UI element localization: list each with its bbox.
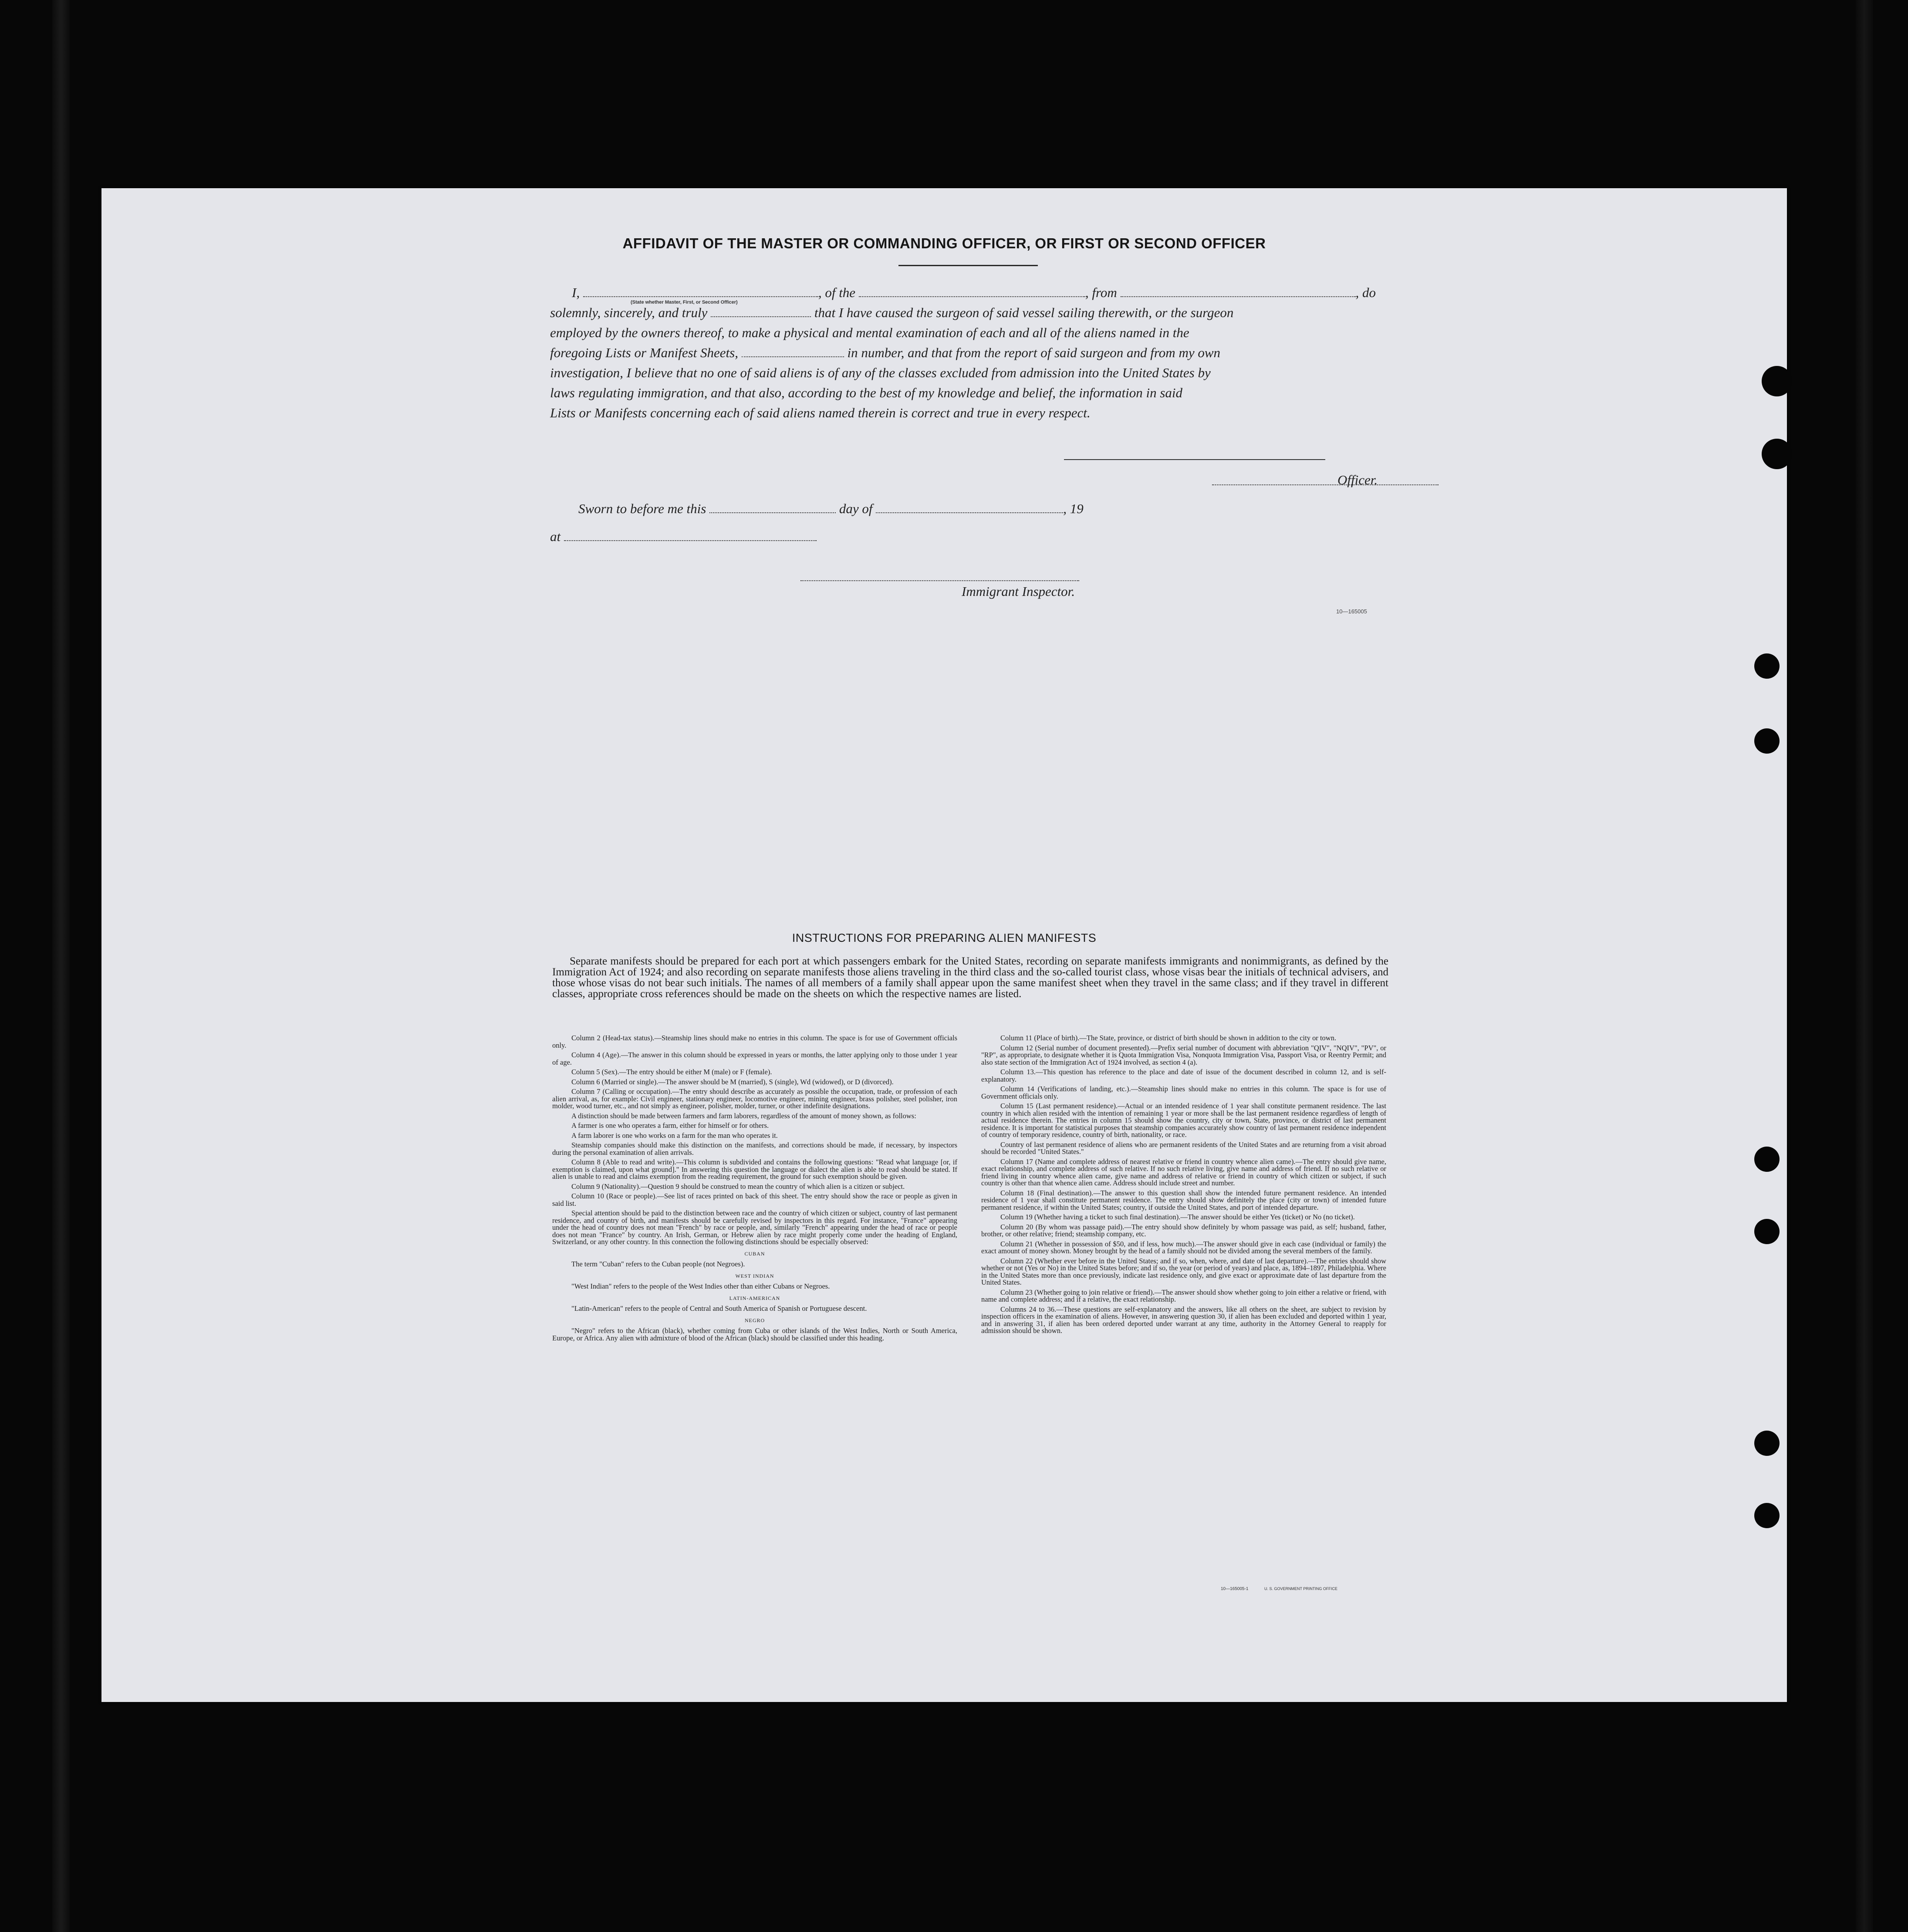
punch-hole bbox=[1754, 1219, 1780, 1244]
subsection-heading: NEGRO bbox=[744, 1317, 765, 1323]
text-investigation: investigation, I believe that no one of said aliens is of any of the classes excluded from admission into the United States by bbox=[550, 365, 1211, 380]
instruction-paragraph: Column 6 (Married or single).—The answer should be M (married), S (single), Wd (widowed), or D (divorced). bbox=[571, 1077, 894, 1086]
departure-port-field[interactable] bbox=[1121, 287, 1356, 297]
instruction-paragraph: Column 18 (Final destination).—The answer to this question shall show the intended future permanent residence. An intended residence of 1 year shall constitute permanent residence. The entry should show definitely the place (city or town) of intended future permanent residence, if within the United States; country, if outside the United States, and port of intended departure. bbox=[981, 1188, 1386, 1211]
signature-line-inspector[interactable] bbox=[800, 580, 1079, 581]
subsection-heading: CUBAN bbox=[744, 1250, 765, 1257]
rank-note: (State whether Master, First, or Second Officer) bbox=[631, 300, 738, 305]
intro-paragraph: Separate manifests should be prepared for each port at which passengers embark for the United States, recording on separate manifests immigrants and nonimmigrants, as defined by the Immigration Act of 1924; and also recording on separate manifests those aliens traveling in the third class and the so-called tourist class, whose visas bear the initials of technical advisers, and those whose visas do not bear such initials. The names of all members of a family shall appear upon the same manifest sheet when they travel in the same class; and if they travel in different classes, appropriate cross references should be made on the sheets on which the respective names are listed. bbox=[552, 955, 1388, 1000]
footer-printer: U. S. GOVERNMENT PRINTING OFFICE bbox=[1264, 1587, 1337, 1591]
subsection-text: "Latin-American" refers to the people of Central and South America of Spanish or Portuguese descent. bbox=[571, 1304, 867, 1313]
signature-line-officer[interactable] bbox=[1212, 484, 1439, 485]
text-examination: employed by the owners thereof, to make a physical and mental examination of each and all of the aliens named in the bbox=[550, 325, 1189, 340]
affidavit-line-2 bbox=[550, 305, 1382, 321]
at-line bbox=[550, 529, 817, 545]
instruction-paragraph: Steamship companies should make this distinction on the manifests, and corrections should be made, if necessary, by inspectors during the personal examination of alien arrivals. bbox=[552, 1141, 957, 1157]
instruction-paragraph: Column 2 (Head-tax status).—Steamship lines should make no entries in this column. The space is for use of Government officials only. bbox=[552, 1034, 957, 1049]
text-year-prefix: , 19 bbox=[1063, 501, 1084, 516]
instructions-left-column bbox=[552, 1035, 957, 1344]
subsection-text: "West Indian" refers to the people of the West Indies other than either Cubans or Negroes. bbox=[571, 1282, 830, 1290]
instruction-paragraph: Column 13.—This question has reference to the place and date of issue of the document described in column 12, and is self-explanatory. bbox=[981, 1068, 1386, 1083]
affidavit-title: AFFIDAVIT OF THE MASTER OR COMMANDING OFFICER, OR FIRST OR SECOND OFFICER bbox=[622, 235, 1266, 251]
affidavit-line-4 bbox=[550, 345, 1382, 361]
subsection-heading: LATIN-AMERICAN bbox=[729, 1295, 780, 1301]
instruction-paragraph: Column 22 (Whether ever before in the United States; and if so, when, where, and date of last departure).—The entries should show whether or not (Yes or No) in the United States before; and if so, the year (or period of years) and place, as, 1894–1897, Philadelphia. Where in the United States more than once previously, indicate last residence only, and give exact or approximate date of last departure from the United States. bbox=[981, 1256, 1387, 1286]
punch-hole bbox=[1754, 1431, 1780, 1456]
subsection-text: The term "Cuban" refers to the Cuban people (not Negroes). bbox=[571, 1260, 745, 1268]
instruction-paragraph: Column 11 (Place of birth).—The State, province, or district of birth should be shown in addition to the city or town. bbox=[1000, 1034, 1337, 1042]
officer-label: Officer. bbox=[1337, 472, 1378, 487]
text-surgeon: that I have caused the surgeon of said vessel sailing therewith, or the surgeon bbox=[814, 305, 1234, 320]
punch-hole-notch bbox=[1762, 366, 1792, 396]
officer-rank-field[interactable] bbox=[583, 287, 818, 297]
text-lists: Lists or Manifests concerning each of said aliens named therein is correct and true in every respect. bbox=[550, 405, 1091, 420]
instruction-paragraph: Columns 24 to 36.—These questions are self-explanatory and the answers, like all others on the sheet, are subject to revision by inspection officers in the examination of aliens. However, in answering question 30, if alien has been excluded and deported within 1 year, and in answering 31, if alien has been ordered deported under warrant at any time, authority in the Attorney General to reapply for admission should be shown. bbox=[981, 1305, 1386, 1335]
instruction-paragraph: A farmer is one who operates a farm, either for himself or for others. bbox=[571, 1121, 769, 1130]
sworn-place-field[interactable] bbox=[564, 531, 817, 541]
text-solemnly: solemnly, sincerely, and truly bbox=[550, 305, 708, 320]
text-of-the: , of the bbox=[818, 285, 856, 300]
instructions-right-column bbox=[981, 1035, 1386, 1337]
sworn-line bbox=[578, 501, 1084, 517]
text-at: at bbox=[550, 529, 561, 544]
text-in-number: in number, and that from the report of said surgeon and from my own bbox=[847, 345, 1221, 360]
text-from: , from bbox=[1085, 285, 1117, 300]
footer-form-number: 10—165005-1 bbox=[1221, 1587, 1249, 1591]
text-i: I, bbox=[572, 285, 580, 300]
text-laws: laws regulating immigration, and that also, according to the best of my knowledge and belief, the information in said bbox=[550, 385, 1183, 400]
punch-hole-notch bbox=[1762, 439, 1792, 469]
subsection-heading: WEST INDIAN bbox=[735, 1272, 774, 1279]
instruction-paragraph: Column 12 (Serial number of document presented).—Prefix serial number of document with abbreviation "QIV", "NQIV", "PV", or "RP", as appropriate, to designate whether it is Quota Immigration Visa, Nonquota Immigration Visa, Passport Visa, or Reentry Permit; and also state section of the Immigration Act of 1924 involved, as section 4 (a). bbox=[981, 1043, 1386, 1066]
oath-type-field[interactable] bbox=[711, 307, 811, 317]
instruction-paragraph: Column 14 (Verifications of landing, etc.).—Steamship lines should make no entries in this column. The space is for use of Government officials only. bbox=[981, 1085, 1386, 1100]
sheet-count-field[interactable] bbox=[742, 347, 844, 357]
form-number: 10—165005 bbox=[1336, 608, 1367, 615]
sworn-day-field[interactable] bbox=[709, 503, 836, 513]
affidavit-line-5 bbox=[550, 365, 1382, 381]
instruction-paragraph: Column 20 (By whom was passage paid).—The entry should show definitely by whom passage was paid, as self; husband, father, brother, or other relative; friend; steamship company, etc. bbox=[981, 1222, 1386, 1238]
affidavit-line-3 bbox=[550, 325, 1382, 341]
instruction-paragraph: A farm laborer is one who works on a farm for the man who operates it. bbox=[571, 1131, 778, 1140]
instruction-paragraph: A distinction should be made between farmers and farm laborers, regardless of the amount of money shown, as follows: bbox=[571, 1111, 916, 1120]
film-edge-left bbox=[52, 0, 70, 1932]
instruction-paragraph: Column 8 (Able to read and write).—This column is subdivided and contains the following questions: "Read what language [or, if exemption is claimed, upon what ground]." In answering this question the language or dialect the alien is able to read should be stated. If alien is unable to read and claims exemption from the reading requirement, the ground for such exemption should be given. bbox=[552, 1158, 957, 1181]
subsection-text: "Negro" refers to the African (black), whether coming from Cuba or other islands of the West Indies, North or South America, Europe, or Africa. Any alien with admixture of blood of the African (black) should be classified under this heading. bbox=[552, 1326, 957, 1342]
text-do: , do bbox=[1355, 285, 1376, 300]
instruction-paragraph: Column 21 (Whether in possession of $50, and if less, how much).—The answer should give in each case (individual or family) the exact amount of money shown. Money brought by the head of a family should not be divided among the several members of the family. bbox=[981, 1239, 1386, 1255]
instruction-paragraph: Column 19 (Whether having a ticket to such final destination).—The answer should be either Yes (ticket) or No (no ticket). bbox=[1000, 1213, 1355, 1221]
vessel-name-field[interactable] bbox=[859, 287, 1085, 297]
punch-hole bbox=[1754, 653, 1780, 679]
instruction-paragraph: Column 9 (Nationality).—Question 9 should be construed to mean the country of which alien is a citizen or subject. bbox=[571, 1182, 905, 1191]
affidavit-line-1 bbox=[550, 285, 1382, 301]
title-rule bbox=[898, 265, 1038, 266]
instruction-paragraph: Column 5 (Sex).—The entry should be either M (male) or F (female). bbox=[571, 1068, 772, 1076]
signature-line-upper[interactable] bbox=[1064, 459, 1325, 460]
instruction-paragraph: Column 17 (Name and complete address of nearest relative or friend in country whence alien came).—The entry should give name, exact relationship, and complete address of such relative. If no such relative living, give name and address of friend. If no such relative or friend living in country whence alien came, give name and address of relative or friend in country of which citizen or subject, if such country is other than that whence alien came. Address should include street and number. bbox=[981, 1157, 1386, 1187]
instruction-paragraph: Column 4 (Age).—The answer in this column should be expressed in years or months, the latter applying only to those under 1 year of age. bbox=[552, 1051, 957, 1066]
sworn-month-field[interactable] bbox=[876, 503, 1063, 513]
instruction-paragraph: Column 23 (Whether going to join relative or friend).—The answer should show whether going to join either a relative or friend, with name and complete address; and if a relative, the exact relationship. bbox=[981, 1288, 1386, 1303]
punch-hole bbox=[1754, 1147, 1780, 1172]
text-day-of: day of bbox=[839, 501, 873, 516]
instruction-paragraph: Column 7 (Calling or occupation).—The entry should describe as accurately as possible the occupation, trade, or profession of each alien arrival, as, for example: Civil engineer, stationary engineer, locomotive engineer, mining engineer, brass polisher, steel polisher, iron molder, wood turner, etc., and not simply as engineer, polisher, molder, turner, or other indefinite designations. bbox=[552, 1087, 957, 1110]
inspector-label: Immigrant Inspector. bbox=[962, 584, 1075, 599]
instructions-title: INSTRUCTIONS FOR PREPARING ALIEN MANIFESTS bbox=[792, 931, 1097, 944]
affidavit-line-6 bbox=[550, 385, 1382, 401]
punch-hole bbox=[1754, 728, 1780, 754]
punch-hole bbox=[1754, 1503, 1780, 1528]
instruction-paragraph: Special attention should be paid to the distinction between race and the country of which citizen or subject, country of last permanent residence, and country of birth, and manifests should be carefully revised by inspectors in this regard. For instance, "France" appearing under the head of country does not mean "French" by race or people, and, similarly "French" appearing under the head of race or people does not mean "France" by country. An Irish, German, or Hebrew alien by race might properly come under the heading of England, Switzerland, or any other country. In this connection the following distinctions should be especially observed: bbox=[552, 1209, 957, 1246]
instruction-paragraph: Country of last permanent residence of aliens who are permanent residents of the United States and are returning from a visit abroad should be recorded "United States." bbox=[981, 1140, 1386, 1156]
instructions-intro bbox=[552, 956, 1388, 999]
film-edge-right bbox=[1856, 0, 1873, 1932]
affidavit-line-7 bbox=[550, 405, 1382, 421]
instruction-paragraph: Column 10 (Race or people).—See list of races printed on back of this sheet. The entry should show the race or people as given in said list. bbox=[552, 1192, 957, 1208]
document-page bbox=[101, 188, 1787, 1702]
text-sworn: Sworn to before me this bbox=[578, 501, 706, 516]
text-foregoing: foregoing Lists or Manifest Sheets, bbox=[550, 345, 738, 360]
instruction-paragraph: Column 15 (Last permanent residence).—Actual or an intended residence of 1 year shall constitute permanent residence. The last country in which alien resided with the intention of remaining 1 year or more shall be the last permanent residence regardless of length of actual residence therein. The entries in column 15 should show the country, city or town, State, province, or district of last permanent residence. It is important for statistical purposes that steamship companies accurately show country of last permanent residence independent of country of temporary residence, country of birth, nationality, or race. bbox=[981, 1102, 1386, 1139]
